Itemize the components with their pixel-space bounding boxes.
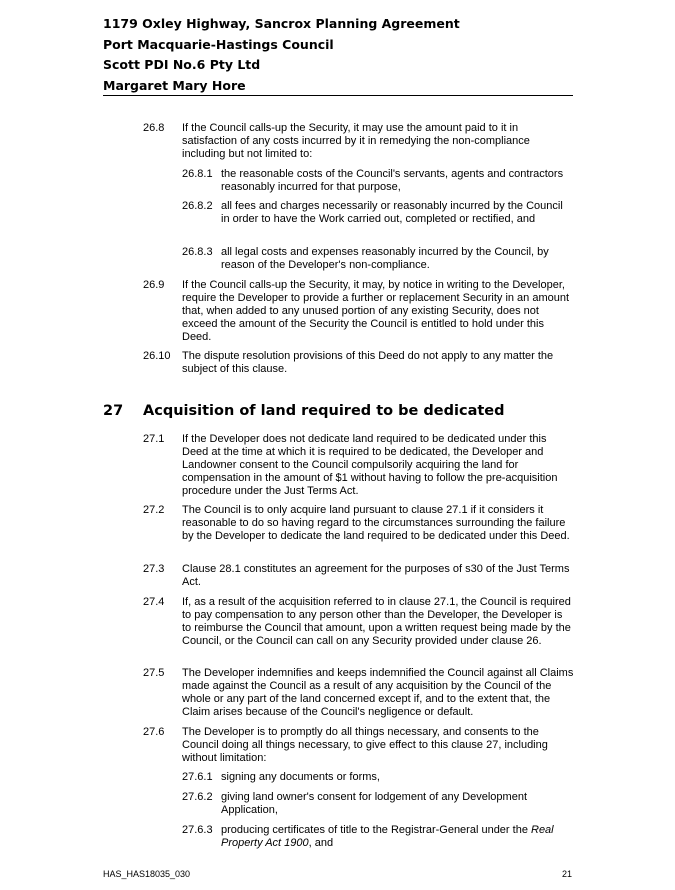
clause-number: 26.8.3 [182, 246, 213, 258]
clause-text: The Developer indemnifies and keeps indemnified the Council against all Claims made against the Council as a result of any acquisition by the Council of the whole or any part of the land concerned except if, and to the extent that, the Claim arises because of the Council's negligence or default. [182, 667, 574, 718]
clause-text: The Council is to only acquire land pursuant to clause 27.1 if it considers it reasonable to do so having regard to the circumstances surrounding the failure by the Developer to dedicate the land required to be dedicated under this Deed. [182, 504, 570, 542]
clause-text-end: , and [308, 837, 334, 849]
clause-number: 26.8 [143, 122, 165, 134]
clause-text [221, 824, 573, 850]
clause-text: The dispute resolution provisions of this Deed do not apply to any matter the subject of this clause. [182, 350, 554, 375]
header-party-council: Port Macquarie-Hastings Council [103, 36, 334, 52]
header-party-landowner: Margaret Mary Hore [103, 77, 246, 93]
clause-text: If, as a result of the acquisition referred to in clause 27.1, the Council is required to pay compensation to any person other than the Developer, the Developer is to reimburse the Council that amount, upon a written request being made by the Council, or the Council can call on any Security provided under clause 26. [182, 596, 571, 647]
section-title: Acquisition of land required to be dedicated [143, 403, 505, 419]
clause-text: The Developer is to promptly do all things necessary, and consents to the Council doing all things necessary, to give effect to this clause 27, including without limitation: [182, 726, 548, 764]
footer-document-ref: HAS_HAS18035_030 [103, 869, 191, 879]
clause-number: 27.2 [143, 504, 165, 516]
clause-text: If the Council calls-up the Security, it may use the amount paid to it in satisfaction of any costs incurred by it in remedying the non-compliance including but not limited to: [182, 122, 530, 160]
clause-text: signing any documents or forms, [221, 771, 380, 783]
clause-text: If the Council calls-up the Security, it may, by notice in writing to the Developer, require the Developer to provide a further or replacement Security in an amount that, when added to any unused portion of any existing Security, does not exceed the amount of the Security the Council is entitled to hold under this Deed. [182, 279, 570, 343]
clause-text: all fees and charges necessarily or reasonably incurred by the Council in order to have the Work carried out, completed or rectified, and [221, 200, 563, 225]
clause-number: 27.4 [143, 596, 165, 608]
clause-number: 27.6.2 [182, 791, 213, 803]
clause-number: 27.6.3 [182, 824, 213, 836]
clause-number: 26.10 [143, 350, 171, 362]
clause-text-start: producing certificates of title to the Registrar-General under the [221, 824, 531, 836]
clause-text: If the Developer does not dedicate land required to be dedicated under this Deed at the time at which it is required to be dedicated, the Developer and Landowner consent to the Council compulsorily acquiring the land for compensation in the amount of $1 without having to follow the pre-acquisition procedure under the Just Terms Act. [182, 433, 558, 497]
clause-number: 27.3 [143, 563, 165, 575]
clause-text: all legal costs and expenses reasonably incurred by the Council, by reason of the Developer's non-compliance. [221, 246, 549, 271]
clause-text: the reasonable costs of the Council's servants, agents and contractors reasonably incurred for that purpose, [221, 168, 564, 193]
clause-number: 27.6 [143, 726, 165, 738]
clause-number: 26.9 [143, 279, 165, 291]
section-number: 27 [103, 403, 124, 419]
footer-page-number: 21 [562, 869, 573, 879]
clause-number: 27.1 [143, 433, 165, 445]
act-name: Real Property Act 1900 [221, 824, 554, 849]
header-party-developer: Scott PDI No.6 Pty Ltd [103, 57, 261, 73]
document-header [103, 14, 573, 96]
clause-text: giving land owner's consent for lodgement of any Development Application, [221, 791, 528, 816]
clause-number: 26.8.2 [182, 200, 213, 212]
clause-text: Clause 28.1 constitutes an agreement for the purposes of s30 of the Just Terms Act. [182, 563, 570, 588]
header-divider [103, 95, 573, 96]
header-title: 1179 Oxley Highway, Sancrox Planning Agreement [103, 16, 460, 31]
clause-number: 27.5 [143, 667, 165, 679]
clause-number: 27.6.1 [182, 771, 213, 783]
clause-number: 26.8.1 [182, 168, 213, 180]
